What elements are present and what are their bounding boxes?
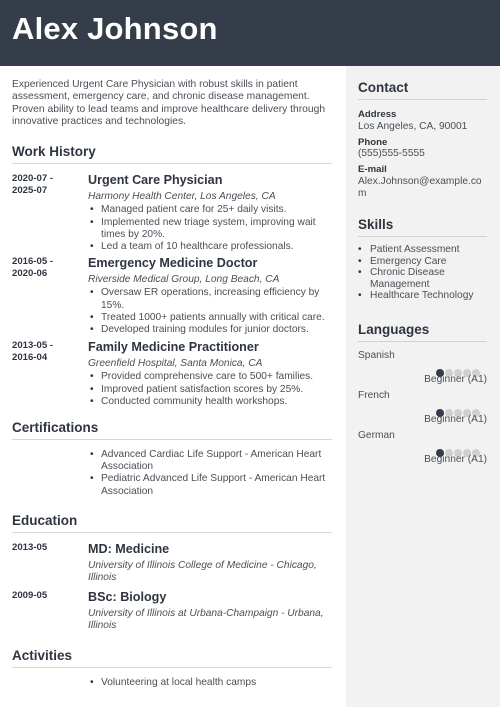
- employer: Harmony Health Center, Los Angeles, CA: [88, 191, 276, 202]
- list-item: • Pediatric Advanced Life Support - American Heart Association: [88, 473, 332, 497]
- candidate-name: Alex Johnson: [12, 11, 218, 46]
- list-item: • Advanced Cardiac Life Support - American Heart Association: [88, 449, 332, 473]
- list-item: • Patient Assessment: [358, 244, 488, 256]
- language-name: German: [358, 430, 395, 441]
- list-item: • Led a team of 10 healthcare professionals.: [88, 241, 332, 253]
- work-dates: 2016-05 - 2020-06: [12, 256, 54, 279]
- address-label: Address: [358, 109, 397, 120]
- phone-label: Phone: [358, 137, 388, 148]
- phone-value: (555)555-5555: [358, 148, 425, 159]
- job-title: Urgent Care Physician: [88, 173, 223, 187]
- list-item: • Emergency Care: [358, 256, 488, 268]
- job-title: Family Medicine Practitioner: [88, 340, 259, 354]
- list-item: • Chronic Disease Management: [358, 267, 488, 290]
- degree: MD: Medicine: [88, 542, 170, 556]
- section-title-languages: Languages: [358, 322, 430, 337]
- list-item: • Developed training modules for junior doctors.: [88, 324, 332, 336]
- section-divider: [12, 532, 332, 533]
- language-entry: [358, 350, 488, 385]
- school: University of Illinois at Urbana-Champaign - Urbana, Illinois: [88, 608, 324, 632]
- resume-header: [0, 0, 500, 66]
- language-level: Beginner (A1): [424, 454, 487, 465]
- work-bullets: [88, 204, 332, 253]
- section-divider: [358, 341, 487, 342]
- section-title-work-history: Work History: [12, 144, 96, 159]
- section-title-certifications: Certifications: [12, 420, 99, 435]
- section-divider: [12, 667, 332, 668]
- language-entry: [358, 430, 488, 465]
- list-item: • Improved patient satisfaction scores by 25%.: [88, 384, 332, 396]
- section-divider: [358, 236, 487, 237]
- address-value: Los Angeles, CA, 90001: [358, 121, 468, 132]
- section-title-contact: Contact: [358, 80, 409, 95]
- language-entry: [358, 390, 488, 425]
- list-item: • Healthcare Technology: [358, 290, 488, 302]
- email-value: Alex.Johnson@example.com: [358, 176, 482, 199]
- language-level: Beginner (A1): [424, 374, 487, 385]
- employer: Greenfield Hospital, Santa Monica, CA: [88, 358, 263, 369]
- list-item: • Managed patient care for 25+ daily visits.: [88, 204, 332, 216]
- skills-list: [358, 244, 488, 302]
- work-bullets: [88, 287, 332, 336]
- work-dates: 2020-07 - 2025-07: [12, 173, 54, 196]
- section-title-skills: Skills: [358, 217, 394, 232]
- work-dates: 2013-05 - 2016-04: [12, 340, 54, 363]
- section-title-activities: Activities: [12, 648, 73, 663]
- list-item: • Volunteering at local health camps: [88, 677, 332, 689]
- degree: BSc: Biology: [88, 590, 167, 604]
- section-divider: [12, 163, 332, 164]
- sidebar-panel: [346, 66, 500, 707]
- list-item: • Oversaw ER operations, increasing efficiency by 15%.: [88, 287, 332, 311]
- language-name: Spanish: [358, 350, 395, 361]
- list-item: • Conducted community health workshops.: [88, 396, 332, 408]
- education-date: 2013-05: [12, 542, 48, 553]
- email-label: E-mail: [358, 164, 387, 175]
- list-item: • Treated 1000+ patients annually with critical care.: [88, 312, 332, 324]
- section-title-education: Education: [12, 513, 78, 528]
- professional-summary: Experienced Urgent Care Physician with robust skills in patient assessment, emergency care, and chronic disease management. Proven ability to lead teams and improve healthcare delivery through innovative practices and technologies.: [12, 79, 326, 128]
- section-divider: [12, 439, 332, 440]
- school: University of Illinois College of Medicine - Chicago, Illinois: [88, 560, 317, 584]
- section-divider: [358, 99, 487, 100]
- job-title: Emergency Medicine Doctor: [88, 256, 258, 270]
- employer: Riverside Medical Group, Long Beach, CA: [88, 274, 280, 285]
- language-level: Beginner (A1): [424, 414, 487, 425]
- list-item: • Provided comprehensive care to 500+ families.: [88, 371, 332, 383]
- list-item: • Implemented new triage system, improving wait times by 20%.: [88, 217, 332, 241]
- education-date: 2009-05: [12, 590, 48, 601]
- work-bullets: [88, 371, 332, 408]
- language-name: French: [358, 390, 390, 401]
